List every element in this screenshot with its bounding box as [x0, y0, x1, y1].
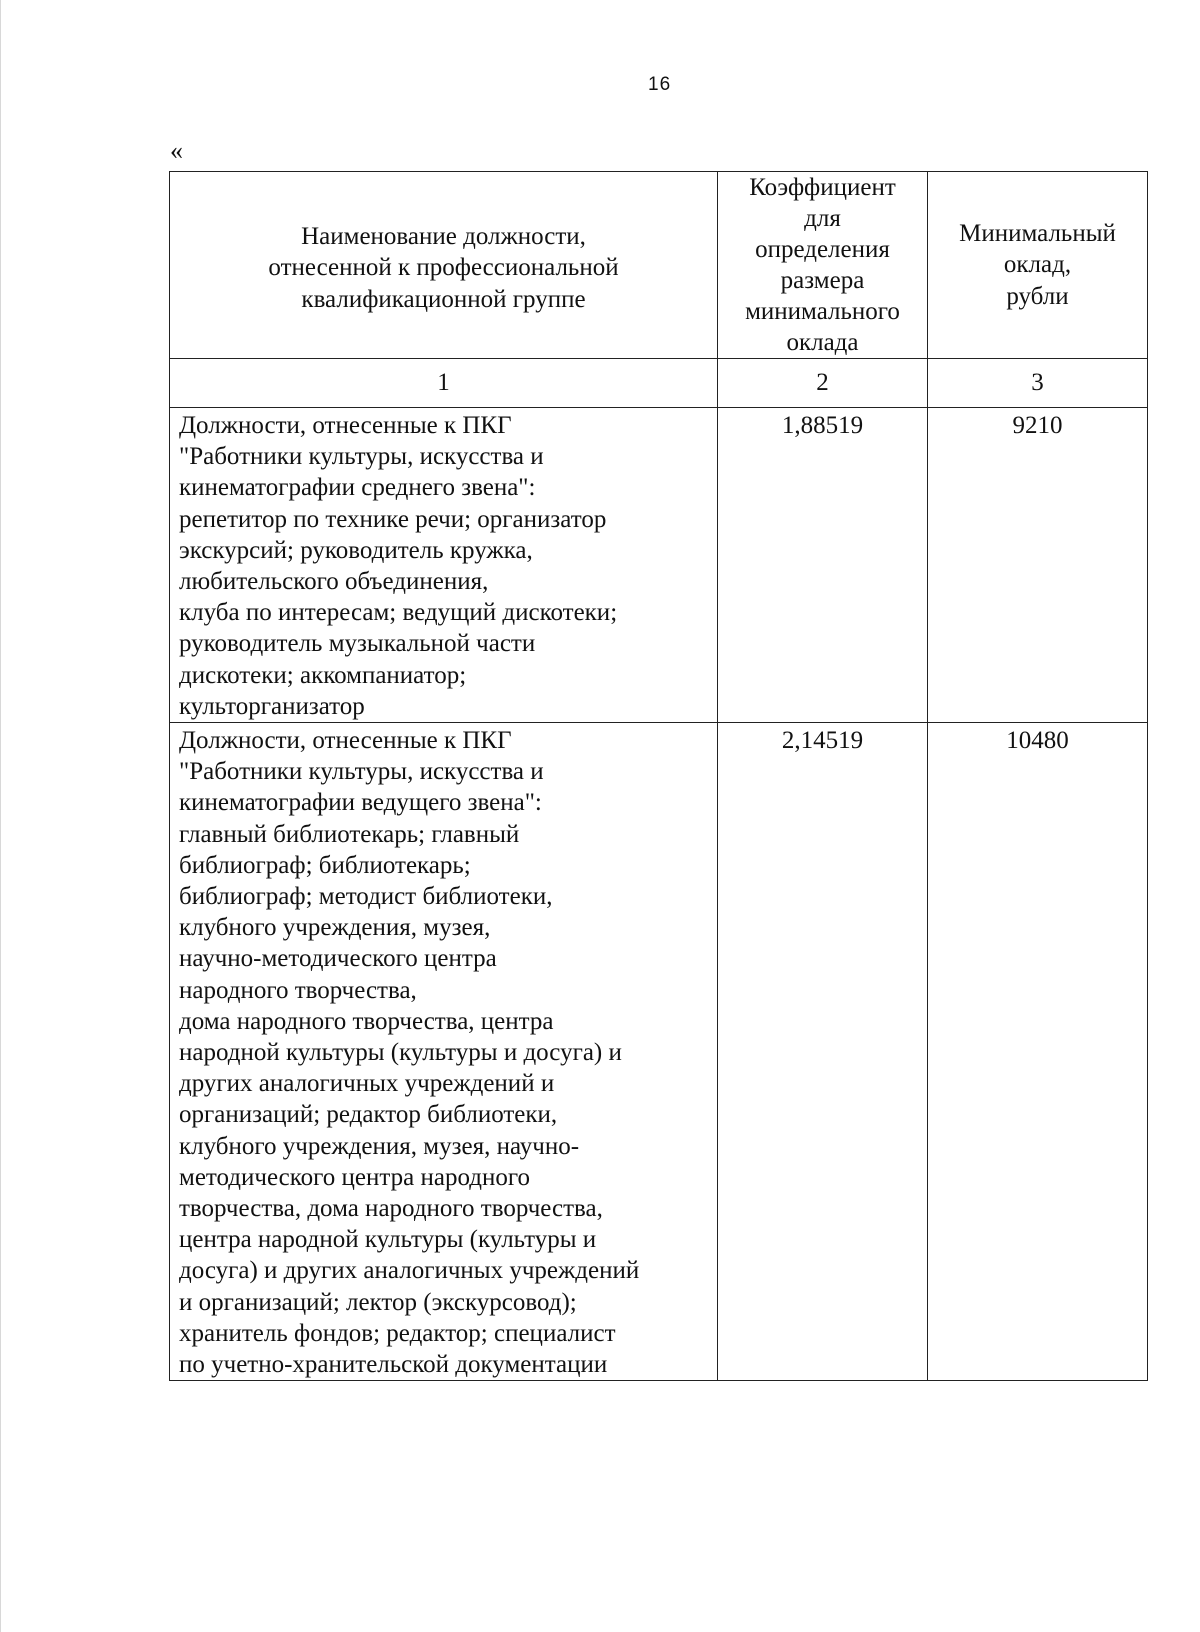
header-cell-coefficient	[718, 172, 928, 359]
coefficient-cell: 1,88519	[718, 408, 928, 723]
position-cell: Должности, отнесенные к ПКГ "Работники культуры, искусства и кинематографии ведущего звена": главный библиотекарь; главный библиограф; библиотекарь; библиограф; методист библиотеки, клубного учреждения, музея, научно-методического центра народного творчества, дома народного творчества, центра народной культуры (культуры и досуга) и других аналогичных учреждений и организаций; редактор библиотеки, клубного учреждения, музея, научно- методического центра народного творчества, дома народного творчества, центра народной культуры (культуры и досуга) и других аналогичных учреждений и организаций; лектор (экскурсовод); хранитель фондов; редактор; специалист по учетно-хранительской документации	[170, 723, 718, 1381]
table-header-row	[170, 172, 1148, 359]
header-salary-label: Минимальный оклад, рубли	[959, 220, 1116, 310]
coefficient-cell: 2,14519	[718, 723, 928, 1381]
salary-cell: 10480	[928, 723, 1148, 1381]
header-cell-salary	[928, 172, 1148, 359]
column-number-1: 1	[170, 359, 718, 408]
header-coefficient-label: Коэффициент для определения размера минимального оклада	[745, 174, 900, 356]
opening-quote-mark: «	[170, 136, 183, 165]
position-cell: Должности, отнесенные к ПКГ "Работники культуры, искусства и кинематографии среднего звена": репетитор по технике речи; организатор экскурсий; руководитель кружка, любительского объединения, клуба по интересам; ведущий дискотеки; руководитель музыкальной части дискотеки; аккомпаниатор; культорганизатор	[170, 408, 718, 723]
salary-cell: 9210	[928, 408, 1148, 723]
column-number-2: 2	[718, 359, 928, 408]
header-position-label: Наименование должности, отнесенной к профессиональной квалификационной группе	[268, 223, 619, 313]
header-cell-position	[170, 172, 718, 359]
column-number-row	[170, 359, 1148, 408]
table-row	[170, 723, 1148, 1381]
table-row	[170, 408, 1148, 723]
salary-table	[169, 171, 1148, 1381]
scan-edge-line	[0, 0, 1, 1632]
column-number-3: 3	[928, 359, 1148, 408]
page-number: 16	[648, 74, 672, 95]
